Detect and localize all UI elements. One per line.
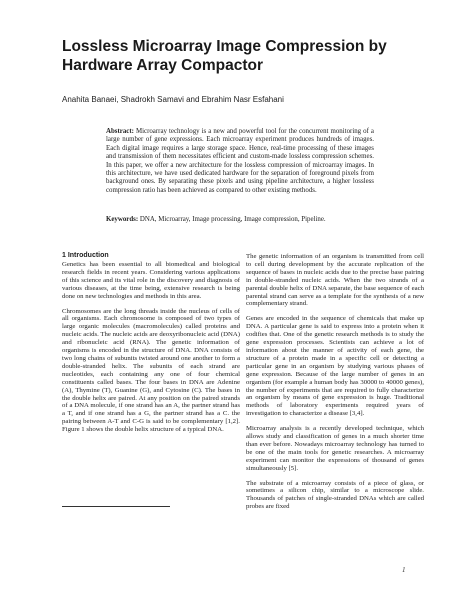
keywords <box>106 216 374 224</box>
paper-title: Lossless Microarray Image Compression by Hardware Array Compactor <box>62 38 387 74</box>
abstract-label: Abstract: <box>106 128 134 135</box>
left-column <box>62 252 240 441</box>
abstract <box>106 128 374 195</box>
right-column <box>246 253 424 518</box>
footnote-rule <box>62 506 170 507</box>
abstract-text: Microarray technology is a new and powerful tool for the concurrent monitoring of a large number of gene expressions. Each microarray experiment produces hundreds of images. Each digital image requires a large storage space. Hence, real-time processing of these images and transmission of them necessitates efficient and custom-made lossless compression schemes. In this paper, we offer a new architecture for the lossless compression of microarray images. In this architecture, we have used dedicated hardware for the separation of foreground pixels from background ones. By separating these pixels and using pipeline architecture, a higher lossless compression ratio has been achieved as compared to other existing methods. <box>106 128 374 194</box>
paragraph: The substrate of a microarray consists of a piece of glass, or sometimes a silicon chip, similar to a microscope slide. Thousands of patches of single-stranded DNAs which are called probes are fixed <box>246 479 424 511</box>
section-heading: 1 Introduction <box>62 252 109 259</box>
paragraph: The genetic information of an organism is transmitted from cell to cell during development by the accurate replication of the sequence of bases in nucleic acids due to the precise base pairing in double-stranded nucleic acids. When the two strands of a parental double helix of DNA separate, the base sequence of each parental strand can serve as a template for the synthesis of a new complementary strand. <box>246 253 424 308</box>
paragraph: Genetics has been essential to all biomedical and biological research fields in recent years. Considering various applications of this science and its vital role in the discovery and diagnosis of various diseases, at the time being, extensive research is being done on new technologies and methods in this area. <box>62 261 240 300</box>
keywords-text: DNA, Microarray, Image processing, Image compression, Pipeline. <box>138 216 326 223</box>
paragraph: Microarray analysis is a recently developed technique, which allows study and classification of genes in a much shorter time than ever before. Nowadays microarray technology has turned to be one of the main tools for genetic researches. A microarray experiment can monitor the expressions of thousand of genes simultaneously [5]. <box>246 425 424 472</box>
paragraph: Chromosomes are the long threads inside the nucleus of cells of all organisms. Each chromosome is composed of two types of large organic molecules (macromolecules) called proteins and nucleic acids. The nucleic acids are deoxyribonucleic acid (DNA) and ribonucleic acid (RNA). The genetic information of organisms is encoded in the structure of DNA. DNA consists of two long chains of subunits twisted around one another to form a double-stranded helix. The subunits of each strand are nucleotides, each containing any one of four chemical constituents called bases. The four bases in DNA are Adenine (A), Thymine (T), Guanine (G), and Cytosine (C). The bases in the double helix are paired. At any position on the paired strands of a DNA molecule, if one strand has an A, the partner strand has a T, and if one strand has a G, the partner strand has a C. the pairing between A-T and C-G is said to be complementary [1,2]. Figure 1 shows the double helix structure of a typical DNA. <box>62 307 240 434</box>
keywords-label: Keywords: <box>106 216 139 223</box>
paragraph: Genes are encoded in the sequence of chemicals that make up DNA. A particular gene is said to express into a protein when it codifies that. One of the genetic research methods is to study the gene expression processes. Scientists can achieve a lot of information about the manner of activity of each gene, the structure of a protein made in a specific cell or detecting a particular gene in an organism by studying various phases of gene expression. Because of the large number of genes in an organism (for example a human body has 30000 to 40000 genes), the number of experiments that are required to fully characterize an organism by means of gene expression is huge. Traditional methods of laboratory experiments required years of investigation to characterize a disease [3,4]. <box>246 315 424 418</box>
author-list: Anahita Banaei, Shadrokh Samavi and Ebrahim Nasr Esfahani <box>62 95 284 104</box>
page-number: 1 <box>402 566 406 574</box>
